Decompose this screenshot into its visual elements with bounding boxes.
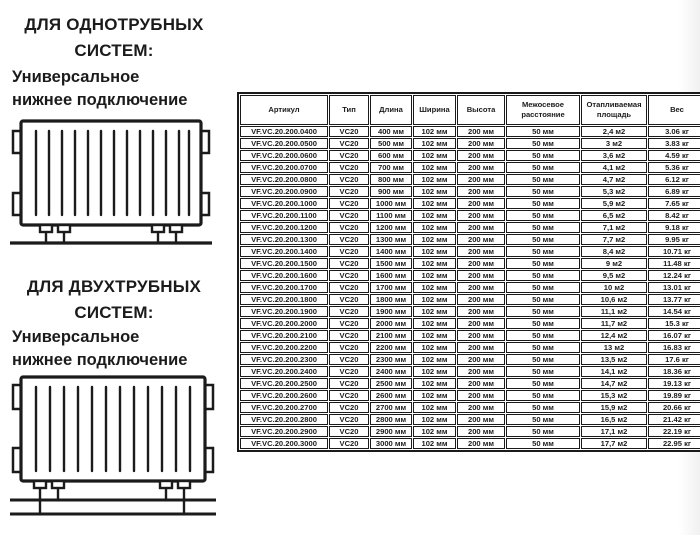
- spec-table: [237, 92, 700, 452]
- spec-table-body: [240, 126, 700, 449]
- table-row: [240, 438, 700, 449]
- table-cell: 21.42 кг: [648, 414, 700, 425]
- table-cell: VF.VC.20.200.2800: [240, 414, 328, 425]
- table-cell: 102 мм: [413, 126, 456, 137]
- table-cell: 15,3 м2: [581, 390, 647, 401]
- table-cell: 50 мм: [506, 426, 580, 437]
- table-cell: 102 мм: [413, 258, 456, 269]
- table-row: [240, 150, 700, 161]
- table-cell: VC20: [329, 246, 369, 257]
- table-cell: 22.95 кг: [648, 438, 700, 449]
- table-cell: 2000 мм: [370, 318, 412, 329]
- table-cell: 17,7 м2: [581, 438, 647, 449]
- table-cell: VC20: [329, 162, 369, 173]
- table-cell: 102 мм: [413, 222, 456, 233]
- table-cell: 4.59 кг: [648, 150, 700, 161]
- table-cell: 2200 мм: [370, 342, 412, 353]
- table-cell: 50 мм: [506, 258, 580, 269]
- table-cell: 50 мм: [506, 390, 580, 401]
- table-cell: 11,1 м2: [581, 306, 647, 317]
- table-cell: VF.VC.20.200.0600: [240, 150, 328, 161]
- table-cell: 10.71 кг: [648, 246, 700, 257]
- table-cell: VF.VC.20.200.2000: [240, 318, 328, 329]
- table-cell: VF.VC.20.200.3000: [240, 438, 328, 449]
- column-header: Артикул: [240, 95, 328, 125]
- table-cell: 50 мм: [506, 342, 580, 353]
- table-cell: 102 мм: [413, 390, 456, 401]
- table-cell: VC20: [329, 150, 369, 161]
- table-cell: 2500 мм: [370, 378, 412, 389]
- table-cell: 200 мм: [457, 222, 505, 233]
- table-cell: 17.6 кг: [648, 354, 700, 365]
- two-pipe-heading-line1: ДЛЯ ДВУХТРУБНЫХ: [26, 277, 202, 296]
- table-cell: 50 мм: [506, 270, 580, 281]
- table-cell: 200 мм: [457, 414, 505, 425]
- table-cell: 200 мм: [457, 294, 505, 305]
- table-cell: 102 мм: [413, 426, 456, 437]
- table-cell: 200 мм: [457, 186, 505, 197]
- table-cell: 200 мм: [457, 282, 505, 293]
- table-cell: VC20: [329, 366, 369, 377]
- table-cell: 2,4 м2: [581, 126, 647, 137]
- table-cell: VF.VC.20.200.2100: [240, 330, 328, 341]
- table-cell: 11,7 м2: [581, 318, 647, 329]
- table-cell: 102 мм: [413, 306, 456, 317]
- table-cell: VC20: [329, 138, 369, 149]
- table-cell: 2900 мм: [370, 426, 412, 437]
- table-cell: VC20: [329, 438, 369, 449]
- table-cell: 14,1 м2: [581, 366, 647, 377]
- table-cell: 1800 мм: [370, 294, 412, 305]
- table-cell: 102 мм: [413, 402, 456, 413]
- single-pipe-subheading: [12, 66, 187, 112]
- table-cell: VC20: [329, 258, 369, 269]
- table-cell: VF.VC.20.200.0700: [240, 162, 328, 173]
- table-cell: 102 мм: [413, 342, 456, 353]
- table-cell: 7.65 кг: [648, 198, 700, 209]
- table-cell: 200 мм: [457, 318, 505, 329]
- table-cell: 200 мм: [457, 126, 505, 137]
- table-cell: VF.VC.20.200.2900: [240, 426, 328, 437]
- table-cell: 200 мм: [457, 426, 505, 437]
- table-cell: 50 мм: [506, 378, 580, 389]
- table-cell: 200 мм: [457, 174, 505, 185]
- table-cell: VC20: [329, 378, 369, 389]
- table-cell: 1600 мм: [370, 270, 412, 281]
- table-row: [240, 306, 700, 317]
- table-cell: 10 м2: [581, 282, 647, 293]
- table-cell: VF.VC.20.200.1900: [240, 306, 328, 317]
- table-cell: 102 мм: [413, 270, 456, 281]
- table-row: [240, 234, 700, 245]
- table-cell: 9 м2: [581, 258, 647, 269]
- table-cell: 16.07 кг: [648, 330, 700, 341]
- table-cell: 50 мм: [506, 354, 580, 365]
- table-cell: 7,7 м2: [581, 234, 647, 245]
- table-cell: 1200 мм: [370, 222, 412, 233]
- table-row: [240, 330, 700, 341]
- table-cell: VF.VC.20.200.1800: [240, 294, 328, 305]
- column-header: Межосевое расстояние: [506, 95, 580, 125]
- table-cell: 102 мм: [413, 150, 456, 161]
- table-cell: 900 мм: [370, 186, 412, 197]
- single-pipe-heading-line1: ДЛЯ ОДНОТРУБНЫХ: [24, 15, 204, 34]
- table-cell: 50 мм: [506, 366, 580, 377]
- table-cell: 1500 мм: [370, 258, 412, 269]
- table-cell: VC20: [329, 294, 369, 305]
- table-cell: 13.01 кг: [648, 282, 700, 293]
- table-cell: 200 мм: [457, 330, 505, 341]
- table-cell: 200 мм: [457, 354, 505, 365]
- table-cell: 700 мм: [370, 162, 412, 173]
- table-cell: 102 мм: [413, 210, 456, 221]
- table-cell: VC20: [329, 270, 369, 281]
- table-row: [240, 378, 700, 389]
- single-pipe-subheading-line1: Универсальное: [12, 68, 140, 86]
- table-cell: VC20: [329, 342, 369, 353]
- radiator-diagram-two-pipe: [10, 372, 216, 522]
- table-cell: 11.48 кг: [648, 258, 700, 269]
- table-cell: 8.42 кг: [648, 210, 700, 221]
- table-row: [240, 402, 700, 413]
- table-cell: 50 мм: [506, 126, 580, 137]
- table-cell: VF.VC.20.200.0900: [240, 186, 328, 197]
- table-cell: VF.VC.20.200.1000: [240, 198, 328, 209]
- table-cell: 102 мм: [413, 162, 456, 173]
- table-cell: 200 мм: [457, 258, 505, 269]
- table-cell: 2100 мм: [370, 330, 412, 341]
- single-pipe-heading: [8, 12, 220, 63]
- table-cell: 3 м2: [581, 138, 647, 149]
- table-cell: VC20: [329, 390, 369, 401]
- table-cell: 2700 мм: [370, 402, 412, 413]
- table-cell: 16,5 м2: [581, 414, 647, 425]
- table-cell: 200 мм: [457, 390, 505, 401]
- table-cell: VF.VC.20.200.2500: [240, 378, 328, 389]
- table-cell: 200 мм: [457, 210, 505, 221]
- table-cell: 400 мм: [370, 126, 412, 137]
- table-cell: 50 мм: [506, 330, 580, 341]
- table-cell: 3.83 кг: [648, 138, 700, 149]
- table-row: [240, 186, 700, 197]
- table-row: [240, 282, 700, 293]
- table-row: [240, 258, 700, 269]
- table-cell: 15,9 м2: [581, 402, 647, 413]
- table-cell: 102 мм: [413, 198, 456, 209]
- table-cell: 600 мм: [370, 150, 412, 161]
- table-cell: VF.VC.20.200.0500: [240, 138, 328, 149]
- table-cell: 200 мм: [457, 438, 505, 449]
- table-cell: 14,7 м2: [581, 378, 647, 389]
- table-cell: 200 мм: [457, 342, 505, 353]
- table-cell: 50 мм: [506, 402, 580, 413]
- table-cell: 200 мм: [457, 366, 505, 377]
- column-header: Отапливаемая площадь: [581, 95, 647, 125]
- table-cell: 13,5 м2: [581, 354, 647, 365]
- table-cell: 2300 мм: [370, 354, 412, 365]
- table-cell: 13 м2: [581, 342, 647, 353]
- table-cell: VF.VC.20.200.1100: [240, 210, 328, 221]
- column-header: Ширина: [413, 95, 456, 125]
- table-cell: 1100 мм: [370, 210, 412, 221]
- table-cell: 6,5 м2: [581, 210, 647, 221]
- table-cell: 50 мм: [506, 294, 580, 305]
- table-cell: 102 мм: [413, 330, 456, 341]
- table-cell: 50 мм: [506, 150, 580, 161]
- table-cell: VC20: [329, 354, 369, 365]
- table-cell: 50 мм: [506, 282, 580, 293]
- table-cell: 4,1 м2: [581, 162, 647, 173]
- table-cell: 50 мм: [506, 162, 580, 173]
- table-cell: VF.VC.20.200.2300: [240, 354, 328, 365]
- table-cell: 200 мм: [457, 162, 505, 173]
- table-cell: VC20: [329, 222, 369, 233]
- table-cell: 10,6 м2: [581, 294, 647, 305]
- table-cell: 8,4 м2: [581, 246, 647, 257]
- table-row: [240, 210, 700, 221]
- table-cell: 102 мм: [413, 378, 456, 389]
- table-cell: 12.24 кг: [648, 270, 700, 281]
- table-cell: 3,6 м2: [581, 150, 647, 161]
- table-row: [240, 270, 700, 281]
- table-cell: VF.VC.20.200.1600: [240, 270, 328, 281]
- table-cell: 50 мм: [506, 222, 580, 233]
- column-header: Длина: [370, 95, 412, 125]
- table-cell: VF.VC.20.200.0800: [240, 174, 328, 185]
- table-cell: 50 мм: [506, 174, 580, 185]
- table-cell: 500 мм: [370, 138, 412, 149]
- table-cell: 1900 мм: [370, 306, 412, 317]
- table-cell: 19.13 кг: [648, 378, 700, 389]
- table-cell: VF.VC.20.200.1400: [240, 246, 328, 257]
- table-cell: 102 мм: [413, 354, 456, 365]
- table-cell: 200 мм: [457, 378, 505, 389]
- table-cell: 5,9 м2: [581, 198, 647, 209]
- table-cell: 5.36 кг: [648, 162, 700, 173]
- two-pipe-subheading-line2: нижнее подключение: [12, 350, 188, 369]
- table-row: [240, 162, 700, 173]
- table-cell: 50 мм: [506, 234, 580, 245]
- table-cell: 9.95 кг: [648, 234, 700, 245]
- table-cell: VF.VC.20.200.1200: [240, 222, 328, 233]
- table-cell: VC20: [329, 330, 369, 341]
- table-cell: 800 мм: [370, 174, 412, 185]
- table-cell: 102 мм: [413, 318, 456, 329]
- table-cell: 50 мм: [506, 414, 580, 425]
- table-cell: 3.06 кг: [648, 126, 700, 137]
- table-cell: 102 мм: [413, 174, 456, 185]
- table-cell: 200 мм: [457, 270, 505, 281]
- table-cell: 16.83 кг: [648, 342, 700, 353]
- table-cell: 2600 мм: [370, 390, 412, 401]
- table-row: [240, 222, 700, 233]
- left-panel: [8, 0, 236, 535]
- table-row: [240, 294, 700, 305]
- table-cell: 200 мм: [457, 138, 505, 149]
- table-cell: VC20: [329, 126, 369, 137]
- single-pipe-subheading-line2: нижнее подключение: [12, 90, 188, 109]
- table-cell: VC20: [329, 318, 369, 329]
- column-header: Тип: [329, 95, 369, 125]
- table-cell: VF.VC.20.200.2400: [240, 366, 328, 377]
- table-row: [240, 318, 700, 329]
- table-cell: 50 мм: [506, 210, 580, 221]
- table-cell: 6.89 кг: [648, 186, 700, 197]
- table-row: [240, 366, 700, 377]
- table-cell: VF.VC.20.200.2200: [240, 342, 328, 353]
- table-cell: 1400 мм: [370, 246, 412, 257]
- table-row: [240, 354, 700, 365]
- table-cell: 102 мм: [413, 234, 456, 245]
- table-cell: 5,3 м2: [581, 186, 647, 197]
- radiator-diagram-single-pipe: [10, 114, 212, 250]
- table-cell: 19.89 кг: [648, 390, 700, 401]
- table-row: [240, 126, 700, 137]
- table-cell: VF.VC.20.200.0400: [240, 126, 328, 137]
- table-cell: 2800 мм: [370, 414, 412, 425]
- table-cell: 13.77 кг: [648, 294, 700, 305]
- table-cell: 9,5 м2: [581, 270, 647, 281]
- table-cell: 1300 мм: [370, 234, 412, 245]
- table-cell: 102 мм: [413, 138, 456, 149]
- table-cell: VC20: [329, 414, 369, 425]
- table-cell: 102 мм: [413, 282, 456, 293]
- table-cell: 4,7 м2: [581, 174, 647, 185]
- table-cell: 3000 мм: [370, 438, 412, 449]
- table-cell: 102 мм: [413, 438, 456, 449]
- table-cell: 102 мм: [413, 246, 456, 257]
- two-pipe-heading-line2: СИСТЕМ:: [74, 302, 154, 322]
- table-cell: VC20: [329, 306, 369, 317]
- table-cell: 102 мм: [413, 294, 456, 305]
- table-cell: 7,1 м2: [581, 222, 647, 233]
- table-row: [240, 198, 700, 209]
- table-cell: 200 мм: [457, 234, 505, 245]
- table-cell: 15.3 кг: [648, 318, 700, 329]
- table-cell: 9.18 кг: [648, 222, 700, 233]
- table-row: [240, 414, 700, 425]
- table-cell: 12,4 м2: [581, 330, 647, 341]
- table-cell: VC20: [329, 426, 369, 437]
- table-cell: 50 мм: [506, 318, 580, 329]
- table-row: [240, 426, 700, 437]
- table-cell: 50 мм: [506, 186, 580, 197]
- table-cell: 50 мм: [506, 438, 580, 449]
- table-cell: 200 мм: [457, 198, 505, 209]
- table-row: [240, 246, 700, 257]
- table-cell: VC20: [329, 402, 369, 413]
- table-cell: VC20: [329, 210, 369, 221]
- table-cell: 102 мм: [413, 366, 456, 377]
- spec-table-container: [237, 92, 696, 452]
- table-cell: 17,1 м2: [581, 426, 647, 437]
- table-cell: 2400 мм: [370, 366, 412, 377]
- table-cell: 1700 мм: [370, 282, 412, 293]
- table-cell: VC20: [329, 186, 369, 197]
- table-cell: 200 мм: [457, 246, 505, 257]
- table-cell: 200 мм: [457, 402, 505, 413]
- column-header: Высота: [457, 95, 505, 125]
- table-cell: VF.VC.20.200.1500: [240, 258, 328, 269]
- table-row: [240, 390, 700, 401]
- table-cell: VF.VC.20.200.2700: [240, 402, 328, 413]
- table-cell: 50 мм: [506, 198, 580, 209]
- table-cell: VC20: [329, 198, 369, 209]
- table-cell: VC20: [329, 174, 369, 185]
- table-cell: VF.VC.20.200.1300: [240, 234, 328, 245]
- table-cell: 18.36 кг: [648, 366, 700, 377]
- table-cell: 50 мм: [506, 138, 580, 149]
- table-cell: 20.66 кг: [648, 402, 700, 413]
- table-cell: 50 мм: [506, 246, 580, 257]
- column-header: Вес: [648, 95, 700, 125]
- table-cell: 22.19 кг: [648, 426, 700, 437]
- table-cell: VF.VC.20.200.2600: [240, 390, 328, 401]
- table-cell: 200 мм: [457, 150, 505, 161]
- table-cell: VC20: [329, 282, 369, 293]
- table-cell: 6.12 кг: [648, 174, 700, 185]
- table-cell: 14.54 кг: [648, 306, 700, 317]
- single-pipe-heading-line2: СИСТЕМ:: [74, 40, 154, 60]
- two-pipe-subheading: [12, 326, 187, 372]
- table-cell: 200 мм: [457, 306, 505, 317]
- table-cell: 102 мм: [413, 186, 456, 197]
- spec-table-head-row: [240, 95, 700, 125]
- table-cell: 102 мм: [413, 414, 456, 425]
- table-cell: 1000 мм: [370, 198, 412, 209]
- table-cell: VF.VC.20.200.1700: [240, 282, 328, 293]
- table-row: [240, 342, 700, 353]
- table-row: [240, 174, 700, 185]
- two-pipe-heading: [8, 274, 220, 325]
- table-cell: 50 мм: [506, 306, 580, 317]
- two-pipe-subheading-line1: Универсальное: [12, 328, 140, 346]
- table-cell: VC20: [329, 234, 369, 245]
- table-row: [240, 138, 700, 149]
